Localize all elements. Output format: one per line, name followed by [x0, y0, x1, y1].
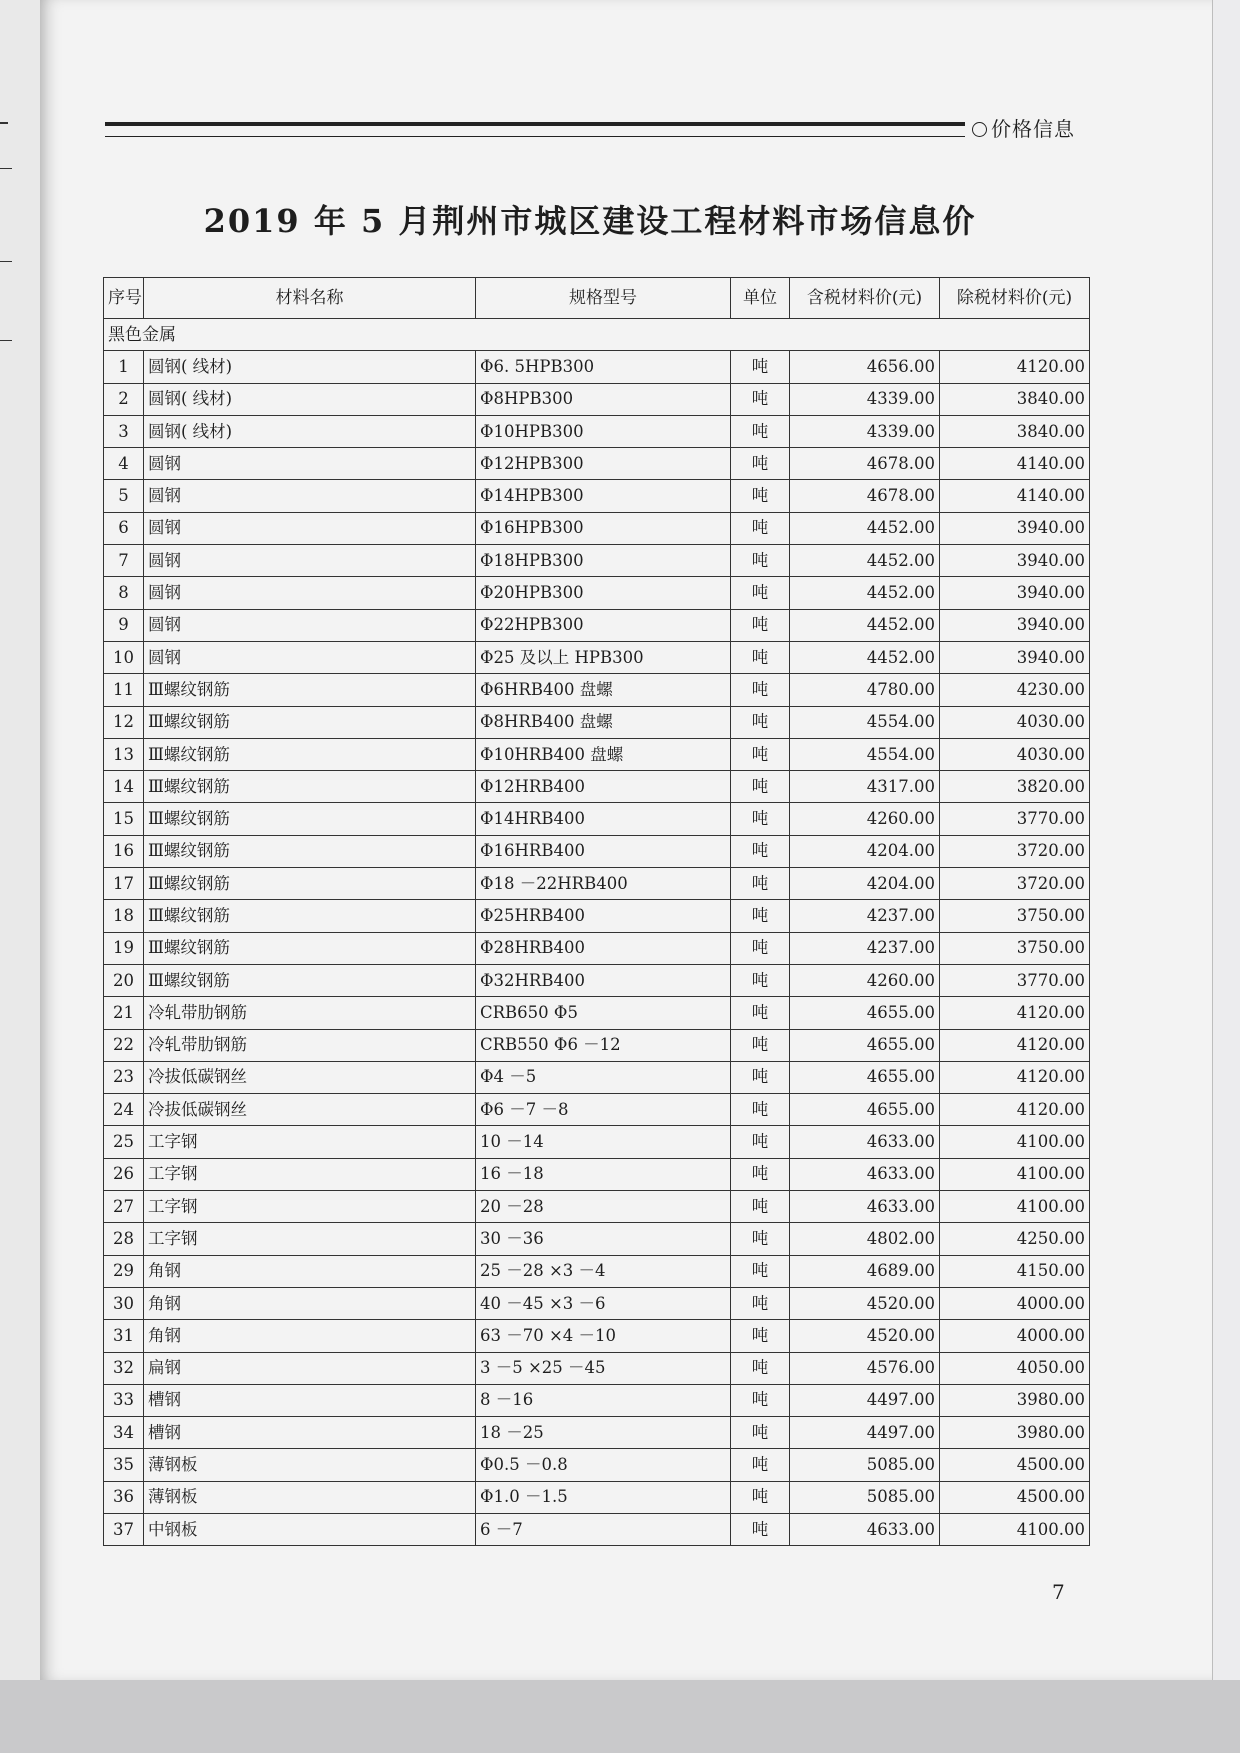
row-spec: Φ18HPB300 — [476, 545, 731, 577]
row-price-tax: 5085.00 — [790, 1481, 940, 1513]
row-price-tax: 4237.00 — [790, 900, 940, 932]
row-unit: 吨 — [731, 1320, 790, 1352]
row-price-notax: 3750.00 — [940, 900, 1090, 932]
row-spec: Φ6 －7 －8 — [476, 1094, 731, 1126]
row-unit: 吨 — [731, 1061, 790, 1093]
row-no: 7 — [104, 545, 144, 577]
row-price-notax: 4120.00 — [940, 1061, 1090, 1093]
row-price-notax: 4050.00 — [940, 1352, 1090, 1384]
table-row — [104, 868, 1090, 900]
row-no: 22 — [104, 1029, 144, 1061]
table-row — [104, 1481, 1090, 1513]
table-row — [104, 674, 1090, 706]
row-unit: 吨 — [731, 674, 790, 706]
row-unit: 吨 — [731, 1029, 790, 1061]
row-unit: 吨 — [731, 1513, 790, 1545]
row-spec: Φ8HRB400 盘螺 — [476, 706, 731, 738]
table-row — [104, 803, 1090, 835]
row-name: 工字钢 — [144, 1126, 476, 1158]
row-name: 薄钢板 — [144, 1449, 476, 1481]
row-no: 1 — [104, 351, 144, 383]
table-row — [104, 771, 1090, 803]
row-price-tax: 4452.00 — [790, 577, 940, 609]
row-no: 17 — [104, 868, 144, 900]
row-unit: 吨 — [731, 1126, 790, 1158]
row-price-notax: 4500.00 — [940, 1481, 1090, 1513]
row-price-tax: 4655.00 — [790, 1094, 940, 1126]
row-name: 中钢板 — [144, 1513, 476, 1545]
row-spec: Φ10HRB400 盘螺 — [476, 738, 731, 770]
row-price-tax: 4678.00 — [790, 448, 940, 480]
row-spec: 63 －70 ×4 －10 — [476, 1320, 731, 1352]
row-price-tax: 4497.00 — [790, 1384, 940, 1416]
row-no: 20 — [104, 964, 144, 996]
row-price-tax: 4497.00 — [790, 1417, 940, 1449]
table-row — [104, 706, 1090, 738]
row-price-tax: 4204.00 — [790, 868, 940, 900]
row-no: 6 — [104, 512, 144, 544]
table-row — [104, 1320, 1090, 1352]
row-unit: 吨 — [731, 512, 790, 544]
row-price-notax: 4120.00 — [940, 997, 1090, 1029]
row-unit: 吨 — [731, 351, 790, 383]
row-no: 13 — [104, 738, 144, 770]
row-price-notax: 3940.00 — [940, 609, 1090, 641]
row-no: 21 — [104, 997, 144, 1029]
row-spec: 30 －36 — [476, 1223, 731, 1255]
row-name: 角钢 — [144, 1255, 476, 1287]
row-no: 23 — [104, 1061, 144, 1093]
row-price-notax: 4030.00 — [940, 738, 1090, 770]
row-name: Ⅲ螺纹钢筋 — [144, 803, 476, 835]
row-name: 工字钢 — [144, 1191, 476, 1223]
row-no: 3 — [104, 415, 144, 447]
table-row — [104, 1449, 1090, 1481]
facing-page-box — [0, 168, 12, 262]
row-no: 37 — [104, 1513, 144, 1545]
row-no: 30 — [104, 1287, 144, 1319]
row-spec: Φ28HRB400 — [476, 932, 731, 964]
row-unit: 吨 — [731, 868, 790, 900]
row-name: Ⅲ螺纹钢筋 — [144, 964, 476, 996]
row-unit: 吨 — [731, 1094, 790, 1126]
row-no: 31 — [104, 1320, 144, 1352]
table-row — [104, 1094, 1090, 1126]
header-spec: 规格型号 — [476, 278, 731, 319]
row-unit: 吨 — [731, 1223, 790, 1255]
row-name: 圆钢 — [144, 512, 476, 544]
row-no: 36 — [104, 1481, 144, 1513]
row-price-notax: 3720.00 — [940, 835, 1090, 867]
table-row — [104, 1255, 1090, 1287]
row-unit: 吨 — [731, 1417, 790, 1449]
row-unit: 吨 — [731, 835, 790, 867]
row-price-tax: 4452.00 — [790, 545, 940, 577]
row-price-tax: 4633.00 — [790, 1158, 940, 1190]
row-spec: Φ12HPB300 — [476, 448, 731, 480]
row-spec: 40 －45 ×3 －6 — [476, 1287, 731, 1319]
row-no: 8 — [104, 577, 144, 609]
row-no: 9 — [104, 609, 144, 641]
row-price-tax: 4554.00 — [790, 738, 940, 770]
row-price-tax: 4655.00 — [790, 1029, 940, 1061]
row-spec: Φ1.0 －1.5 — [476, 1481, 731, 1513]
row-name: 圆钢 — [144, 448, 476, 480]
page-right-edge — [1212, 0, 1240, 1680]
circle-icon — [972, 122, 987, 137]
row-name: Ⅲ螺纹钢筋 — [144, 900, 476, 932]
row-spec: 10 －14 — [476, 1126, 731, 1158]
row-spec: 20 －28 — [476, 1191, 731, 1223]
row-name: 圆钢 — [144, 641, 476, 673]
table-row — [104, 835, 1090, 867]
row-price-notax: 3820.00 — [940, 771, 1090, 803]
row-unit: 吨 — [731, 641, 790, 673]
row-price-notax: 3980.00 — [940, 1417, 1090, 1449]
row-price-tax: 5085.00 — [790, 1449, 940, 1481]
row-name: Ⅲ螺纹钢筋 — [144, 835, 476, 867]
table-row — [104, 1287, 1090, 1319]
row-spec: Φ6. 5HPB300 — [476, 351, 731, 383]
row-price-notax: 3840.00 — [940, 383, 1090, 415]
row-no: 24 — [104, 1094, 144, 1126]
table-row — [104, 1417, 1090, 1449]
row-price-notax: 4120.00 — [940, 1094, 1090, 1126]
row-spec: Φ14HRB400 — [476, 803, 731, 835]
row-price-notax: 3940.00 — [940, 641, 1090, 673]
row-no: 2 — [104, 383, 144, 415]
table-row — [104, 997, 1090, 1029]
row-no: 18 — [104, 900, 144, 932]
row-unit: 吨 — [731, 545, 790, 577]
table-row — [104, 932, 1090, 964]
header-price-tax: 含税材料价(元) — [790, 278, 940, 319]
row-price-tax: 4452.00 — [790, 641, 940, 673]
row-spec: Φ0.5 －0.8 — [476, 1449, 731, 1481]
table-row — [104, 512, 1090, 544]
row-spec: Φ16HPB300 — [476, 512, 731, 544]
row-price-notax: 3980.00 — [940, 1384, 1090, 1416]
row-unit: 吨 — [731, 577, 790, 609]
row-unit: 吨 — [731, 1158, 790, 1190]
row-name: 工字钢 — [144, 1223, 476, 1255]
row-name: 角钢 — [144, 1287, 476, 1319]
row-spec: 25 －28 ×3 －4 — [476, 1255, 731, 1287]
row-name: 槽钢 — [144, 1384, 476, 1416]
row-price-notax: 3770.00 — [940, 964, 1090, 996]
row-no: 35 — [104, 1449, 144, 1481]
row-name: Ⅲ螺纹钢筋 — [144, 674, 476, 706]
table-row — [104, 1384, 1090, 1416]
row-price-notax: 4100.00 — [940, 1158, 1090, 1190]
section-label-text: 价格信息 — [991, 117, 1075, 141]
price-table — [103, 277, 1090, 1546]
row-spec: Φ20HPB300 — [476, 577, 731, 609]
row-price-tax: 4780.00 — [790, 674, 940, 706]
row-name: Ⅲ螺纹钢筋 — [144, 932, 476, 964]
table-row — [104, 383, 1090, 415]
facing-page-edge — [0, 0, 42, 1680]
row-unit: 吨 — [731, 1255, 790, 1287]
row-name: 扁钢 — [144, 1352, 476, 1384]
row-price-notax: 3940.00 — [940, 512, 1090, 544]
row-price-notax: 3750.00 — [940, 932, 1090, 964]
row-spec: 8 －16 — [476, 1384, 731, 1416]
row-unit: 吨 — [731, 1449, 790, 1481]
table-row — [104, 964, 1090, 996]
row-spec: 3 －5 ×25 －45 — [476, 1352, 731, 1384]
row-unit: 吨 — [731, 964, 790, 996]
row-name: Ⅲ螺纹钢筋 — [144, 706, 476, 738]
row-name: 冷拔低碳钢丝 — [144, 1061, 476, 1093]
row-price-tax: 4656.00 — [790, 351, 940, 383]
table-row — [104, 1352, 1090, 1384]
header-rule — [105, 122, 965, 137]
row-price-tax: 4576.00 — [790, 1352, 940, 1384]
row-unit: 吨 — [731, 771, 790, 803]
section-label — [972, 113, 1075, 142]
table-row — [104, 1126, 1090, 1158]
row-name: 圆钢( 线材) — [144, 351, 476, 383]
row-price-tax: 4452.00 — [790, 609, 940, 641]
row-name: 角钢 — [144, 1320, 476, 1352]
row-price-tax: 4204.00 — [790, 835, 940, 867]
table-row — [104, 738, 1090, 770]
row-price-notax: 3770.00 — [940, 803, 1090, 835]
page-title: 2019 年 5 月荆州市城区建设工程材料市场信息价 — [203, 202, 977, 240]
row-price-notax: 3720.00 — [940, 868, 1090, 900]
row-name: 冷轧带肋钢筋 — [144, 1029, 476, 1061]
row-price-tax: 4317.00 — [790, 771, 940, 803]
table-row — [104, 1158, 1090, 1190]
table-row — [104, 480, 1090, 512]
row-name: 薄钢板 — [144, 1481, 476, 1513]
row-name: 工字钢 — [144, 1158, 476, 1190]
row-name: 圆钢 — [144, 609, 476, 641]
row-spec: Φ6HRB400 盘螺 — [476, 674, 731, 706]
row-no: 28 — [104, 1223, 144, 1255]
row-spec: CRB650 Φ5 — [476, 997, 731, 1029]
header-no: 序号 — [104, 278, 144, 319]
row-unit: 吨 — [731, 900, 790, 932]
row-name: 冷轧带肋钢筋 — [144, 997, 476, 1029]
row-no: 26 — [104, 1158, 144, 1190]
row-spec: Φ8HPB300 — [476, 383, 731, 415]
table-row — [104, 1513, 1090, 1545]
row-spec: Φ25 及以上 HPB300 — [476, 641, 731, 673]
row-name: 圆钢 — [144, 545, 476, 577]
row-no: 27 — [104, 1191, 144, 1223]
row-unit: 吨 — [731, 738, 790, 770]
row-spec: Φ4 －5 — [476, 1061, 731, 1093]
row-price-notax: 4140.00 — [940, 480, 1090, 512]
row-name: 圆钢( 线材) — [144, 415, 476, 447]
row-price-notax: 4250.00 — [940, 1223, 1090, 1255]
row-spec: 6 －7 — [476, 1513, 731, 1545]
row-no: 33 — [104, 1384, 144, 1416]
row-no: 34 — [104, 1417, 144, 1449]
row-price-tax: 4678.00 — [790, 480, 940, 512]
row-no: 25 — [104, 1126, 144, 1158]
row-price-tax: 4554.00 — [790, 706, 940, 738]
row-unit: 吨 — [731, 997, 790, 1029]
row-price-tax: 4655.00 — [790, 1061, 940, 1093]
row-no: 5 — [104, 480, 144, 512]
table-row — [104, 1061, 1090, 1093]
table-header-row — [104, 278, 1090, 319]
facing-page-box-lower — [0, 260, 12, 341]
table-row — [104, 1029, 1090, 1061]
row-spec: Φ14HPB300 — [476, 480, 731, 512]
row-unit: 吨 — [731, 415, 790, 447]
row-price-tax: 4260.00 — [790, 803, 940, 835]
table-row — [104, 577, 1090, 609]
table-row — [104, 609, 1090, 641]
row-no: 4 — [104, 448, 144, 480]
row-no: 14 — [104, 771, 144, 803]
category-label: 黑色金属 — [104, 319, 1090, 351]
row-no: 15 — [104, 803, 144, 835]
row-spec: Φ18 －22HRB400 — [476, 868, 731, 900]
row-unit: 吨 — [731, 448, 790, 480]
row-spec: 16 －18 — [476, 1158, 731, 1190]
row-price-tax: 4520.00 — [790, 1287, 940, 1319]
row-unit: 吨 — [731, 383, 790, 415]
table-row — [104, 415, 1090, 447]
header-price-notax: 除税材料价(元) — [940, 278, 1090, 319]
table-row — [104, 545, 1090, 577]
row-price-tax: 4689.00 — [790, 1255, 940, 1287]
row-unit: 吨 — [731, 803, 790, 835]
row-spec: Φ10HPB300 — [476, 415, 731, 447]
row-unit: 吨 — [731, 706, 790, 738]
row-unit: 吨 — [731, 1481, 790, 1513]
row-price-tax: 4237.00 — [790, 932, 940, 964]
row-no: 32 — [104, 1352, 144, 1384]
row-price-notax: 3840.00 — [940, 415, 1090, 447]
row-price-notax: 3940.00 — [940, 545, 1090, 577]
row-price-notax: 4120.00 — [940, 1029, 1090, 1061]
row-price-tax: 4452.00 — [790, 512, 940, 544]
row-name: 槽钢 — [144, 1417, 476, 1449]
row-spec: Φ32HRB400 — [476, 964, 731, 996]
row-price-tax: 4633.00 — [790, 1513, 940, 1545]
row-name: Ⅲ螺纹钢筋 — [144, 868, 476, 900]
row-no: 16 — [104, 835, 144, 867]
table-row — [104, 641, 1090, 673]
row-unit: 吨 — [731, 609, 790, 641]
row-unit: 吨 — [731, 1384, 790, 1416]
row-no: 19 — [104, 932, 144, 964]
row-unit: 吨 — [731, 1352, 790, 1384]
header-name: 材料名称 — [144, 278, 476, 319]
row-price-notax: 4030.00 — [940, 706, 1090, 738]
row-price-tax: 4633.00 — [790, 1126, 940, 1158]
row-no: 11 — [104, 674, 144, 706]
row-unit: 吨 — [731, 480, 790, 512]
row-price-notax: 4100.00 — [940, 1191, 1090, 1223]
facing-page-mark — [0, 122, 8, 124]
row-unit: 吨 — [731, 932, 790, 964]
row-price-notax: 4100.00 — [940, 1126, 1090, 1158]
row-price-notax: 4000.00 — [940, 1320, 1090, 1352]
row-price-notax: 4140.00 — [940, 448, 1090, 480]
row-price-tax: 4339.00 — [790, 415, 940, 447]
row-price-tax: 4655.00 — [790, 997, 940, 1029]
row-spec: Φ16HRB400 — [476, 835, 731, 867]
row-unit: 吨 — [731, 1287, 790, 1319]
row-spec: CRB550 Φ6 －12 — [476, 1029, 731, 1061]
row-no: 12 — [104, 706, 144, 738]
table-row — [104, 1223, 1090, 1255]
row-price-notax: 3940.00 — [940, 577, 1090, 609]
row-price-tax: 4633.00 — [790, 1191, 940, 1223]
row-price-notax: 4000.00 — [940, 1287, 1090, 1319]
scan-bottom-band — [0, 1680, 1240, 1753]
row-price-notax: 4150.00 — [940, 1255, 1090, 1287]
row-price-notax: 4230.00 — [940, 674, 1090, 706]
table-row — [104, 448, 1090, 480]
row-price-notax: 4120.00 — [940, 351, 1090, 383]
row-spec: Φ12HRB400 — [476, 771, 731, 803]
category-row — [104, 319, 1090, 351]
table-row — [104, 1191, 1090, 1223]
row-name: 圆钢( 线材) — [144, 383, 476, 415]
table-row — [104, 351, 1090, 383]
row-price-tax: 4260.00 — [790, 964, 940, 996]
row-name: 冷拔低碳钢丝 — [144, 1094, 476, 1126]
row-price-notax: 4500.00 — [940, 1449, 1090, 1481]
row-spec: Φ25HRB400 — [476, 900, 731, 932]
row-name: 圆钢 — [144, 480, 476, 512]
page-number: 7 — [1052, 1580, 1065, 1604]
row-spec: Φ22HPB300 — [476, 609, 731, 641]
row-name: Ⅲ螺纹钢筋 — [144, 771, 476, 803]
row-unit: 吨 — [731, 1191, 790, 1223]
row-no: 29 — [104, 1255, 144, 1287]
header-unit: 单位 — [731, 278, 790, 319]
table-row — [104, 900, 1090, 932]
row-price-tax: 4520.00 — [790, 1320, 940, 1352]
row-price-notax: 4100.00 — [940, 1513, 1090, 1545]
row-name: Ⅲ螺纹钢筋 — [144, 738, 476, 770]
row-price-tax: 4802.00 — [790, 1223, 940, 1255]
row-spec: 18 －25 — [476, 1417, 731, 1449]
row-name: 圆钢 — [144, 577, 476, 609]
row-no: 10 — [104, 641, 144, 673]
row-price-tax: 4339.00 — [790, 383, 940, 415]
